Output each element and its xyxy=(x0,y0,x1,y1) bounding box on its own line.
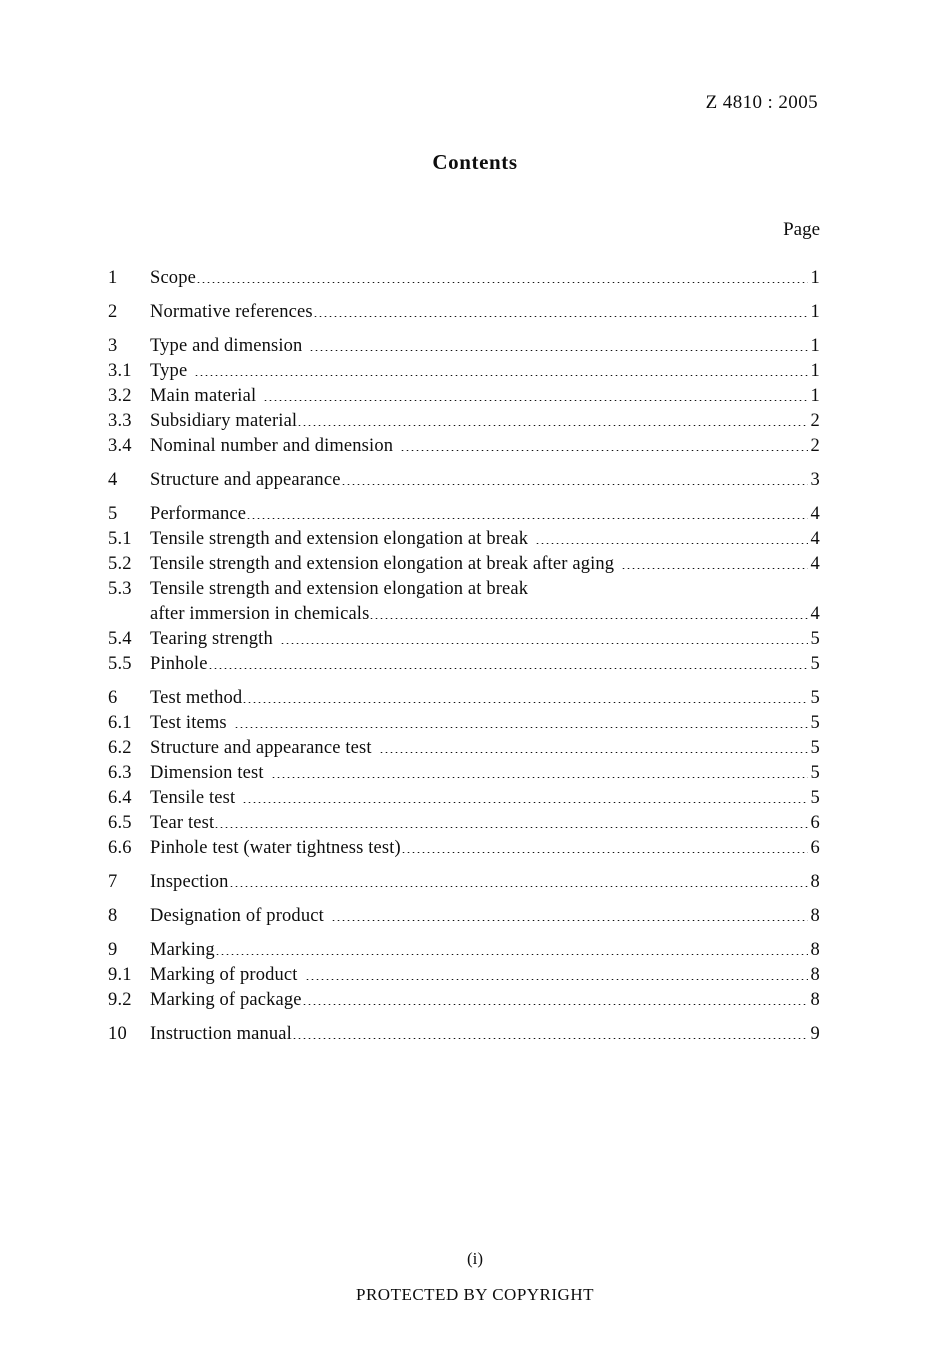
toc-entry[interactable] xyxy=(108,813,820,838)
toc-entry[interactable] xyxy=(108,713,820,738)
toc-entry-label: Structure and appearance test xyxy=(150,738,372,758)
toc-dot-leader xyxy=(297,425,807,426)
toc-entry-page-number: 5 xyxy=(810,713,820,733)
toc-entry-body xyxy=(150,1024,820,1045)
toc-entry-number: 3.1 xyxy=(108,361,132,381)
toc-entry-label: Type and dimension xyxy=(150,336,303,356)
toc-entry[interactable] xyxy=(108,554,820,579)
copyright-notice xyxy=(0,1285,950,1305)
toc-dot-leader xyxy=(246,518,807,519)
toc-dot-leader xyxy=(242,702,807,703)
toc-entry-number: 1 xyxy=(108,268,118,288)
toc-entry-label: Normative references xyxy=(150,302,313,322)
toc-entry[interactable] xyxy=(108,629,820,654)
toc-dot-leader xyxy=(535,543,807,544)
toc-entry-label: Tensile strength and extension elongation at break after aging xyxy=(150,554,615,574)
toc-entry-label: Subsidiary material xyxy=(150,411,298,431)
toc-entry[interactable] xyxy=(108,763,820,788)
toc-entry-body xyxy=(150,688,820,709)
toc-entry-number: 5.5 xyxy=(108,654,132,674)
toc-entry-label: Main material xyxy=(150,386,257,406)
toc-entry-page-number: 8 xyxy=(810,872,820,892)
toc-entry[interactable] xyxy=(108,470,820,495)
toc-dot-leader xyxy=(242,802,807,803)
toc-entry-label: Instruction manual xyxy=(150,1024,292,1044)
toc-entry-page-number: 4 xyxy=(810,604,820,624)
toc-entry-page-number: 4 xyxy=(810,554,820,574)
toc-entry-body xyxy=(150,529,820,550)
toc-entry[interactable] xyxy=(108,579,820,604)
toc-entry[interactable] xyxy=(108,361,820,386)
toc-entry-label: Pinhole xyxy=(150,654,208,674)
document-header xyxy=(0,92,818,114)
toc-entry-body xyxy=(150,268,820,289)
toc-entry-number: 5.1 xyxy=(108,529,132,549)
toc-entry-body xyxy=(150,554,820,575)
toc-entry-label: Tear test xyxy=(150,813,215,833)
toc-entry-label: Scope xyxy=(150,268,196,288)
toc-entry-body xyxy=(150,336,820,357)
toc-entry[interactable] xyxy=(108,688,820,713)
toc-entry[interactable] xyxy=(108,906,820,931)
toc-entry-number: 2 xyxy=(108,302,118,322)
toc-entry-number: 3.2 xyxy=(108,386,132,406)
toc-entry-body xyxy=(150,872,820,893)
toc-entry-body xyxy=(150,504,820,525)
toc-dot-leader xyxy=(234,727,808,728)
toc-entry-page-number: 6 xyxy=(810,838,820,858)
toc-entry[interactable] xyxy=(108,965,820,990)
toc-entry-number: 8 xyxy=(108,906,118,926)
toc-entry-body xyxy=(150,940,820,961)
toc-entry-label: Tensile test xyxy=(150,788,236,808)
toc-entry-body xyxy=(150,713,820,734)
toc-entry[interactable] xyxy=(108,529,820,554)
toc-entry-page-number: 5 xyxy=(810,738,820,758)
toc-entry[interactable] xyxy=(108,386,820,411)
toc-entry-number: 3.4 xyxy=(108,436,132,456)
toc-entry-body xyxy=(150,302,820,323)
toc-group xyxy=(108,336,820,461)
toc-entry-page-number: 5 xyxy=(810,788,820,808)
toc-entry-number: 6.6 xyxy=(108,838,132,858)
toc-entry-label: Test method xyxy=(150,688,243,708)
toc-entry-body xyxy=(150,470,820,491)
toc-entry[interactable] xyxy=(108,788,820,813)
toc-entry-number: 3.3 xyxy=(108,411,132,431)
toc-entry-page-number: 5 xyxy=(810,763,820,783)
toc-entry-body xyxy=(150,788,820,809)
toc-group xyxy=(108,872,820,897)
toc-dot-leader xyxy=(309,350,807,351)
toc-entry-page-number: 1 xyxy=(810,386,820,406)
toc-entry-page-number: 2 xyxy=(810,436,820,456)
toc-dot-leader xyxy=(305,979,808,980)
toc-entry-number: 6.3 xyxy=(108,763,132,783)
toc-entry-number: 6.5 xyxy=(108,813,132,833)
toc-dot-leader xyxy=(331,920,808,921)
toc-entry[interactable] xyxy=(108,872,820,897)
toc-entry-number: 5 xyxy=(108,504,118,524)
toc-entry-body xyxy=(150,411,820,432)
toc-entry-number: 4 xyxy=(108,470,118,490)
toc-entry-label: Marking of product xyxy=(150,965,298,985)
toc-entry-number: 5.4 xyxy=(108,629,132,649)
toc-entry-number: 10 xyxy=(108,1024,127,1044)
toc-entry-label: Marking xyxy=(150,940,215,960)
toc-entry-page-number: 8 xyxy=(810,990,820,1010)
toc-entry-page-number: 4 xyxy=(810,529,820,549)
standard-identifier: Z 4810 : 2005 xyxy=(705,92,818,113)
toc-entry-page-number: 5 xyxy=(810,688,820,708)
toc-group xyxy=(108,268,820,293)
toc-entry-page-number: 8 xyxy=(810,906,820,926)
toc-entry[interactable] xyxy=(108,604,820,629)
toc-entry-number: 9.2 xyxy=(108,990,132,1010)
toc-entry-page-number: 3 xyxy=(810,470,820,490)
toc-dot-leader xyxy=(208,668,808,669)
toc-entry-number: 6.4 xyxy=(108,788,132,808)
toc-entry-body xyxy=(150,654,820,675)
toc-group xyxy=(108,940,820,1015)
toc-dot-leader xyxy=(401,852,808,853)
toc-entry-body xyxy=(150,629,820,650)
toc-entry-page-number: 9 xyxy=(810,1024,820,1044)
toc-entry[interactable] xyxy=(108,436,820,461)
toc-entry-page-number: 1 xyxy=(810,302,820,322)
toc-entry-page-number: 4 xyxy=(810,504,820,524)
toc-entry-number: 5.3 xyxy=(108,579,132,599)
table-of-contents xyxy=(108,268,820,1049)
toc-entry-label: Designation of product xyxy=(150,906,324,926)
toc-entry-body xyxy=(150,813,820,834)
toc-entry-page-number: 5 xyxy=(810,654,820,674)
toc-dot-leader xyxy=(194,375,807,376)
toc-dot-leader xyxy=(292,1038,808,1039)
toc-entry[interactable] xyxy=(108,990,820,1015)
toc-entry[interactable] xyxy=(108,411,820,436)
copyright-text: PROTECTED BY COPYRIGHT xyxy=(356,1285,594,1304)
toc-dot-leader xyxy=(280,643,808,644)
toc-dot-leader xyxy=(196,282,808,283)
toc-dot-leader xyxy=(214,827,807,828)
toc-dot-leader xyxy=(341,484,808,485)
folio-text: (i) xyxy=(466,1249,484,1268)
toc-entry-label: Inspection xyxy=(150,872,229,892)
toc-entry-page-number: 8 xyxy=(810,940,820,960)
toc-entry-label: Test items xyxy=(150,713,227,733)
toc-entry-body xyxy=(150,604,820,625)
toc-entry[interactable] xyxy=(108,940,820,965)
page-title-text: Contents xyxy=(432,150,518,174)
toc-dot-leader xyxy=(215,954,808,955)
toc-entry-number: 6.1 xyxy=(108,713,132,733)
toc-entry-body xyxy=(150,906,820,927)
toc-entry-body xyxy=(150,436,820,457)
toc-dot-leader xyxy=(313,316,808,317)
toc-dot-leader xyxy=(400,450,807,451)
toc-dot-leader xyxy=(229,886,808,887)
toc-entry-number: 6.2 xyxy=(108,738,132,758)
toc-entry-label: Performance xyxy=(150,504,247,524)
toc-entry-label: Tensile strength and extension elongation at break xyxy=(150,529,529,549)
toc-entry[interactable] xyxy=(108,654,820,679)
page-column-header xyxy=(0,219,820,241)
toc-entry[interactable] xyxy=(108,738,820,763)
toc-entry-page-number: 1 xyxy=(810,336,820,356)
toc-entry[interactable] xyxy=(108,504,820,529)
toc-entry-body xyxy=(150,763,820,784)
toc-entry-label: Nominal number and dimension xyxy=(150,436,394,456)
toc-entry-page-number: 1 xyxy=(810,361,820,381)
toc-dot-leader xyxy=(379,752,808,753)
toc-entry-label: after immersion in chemicals xyxy=(150,604,370,624)
toc-entry-body xyxy=(150,361,820,382)
toc-entry-number: 5.2 xyxy=(108,554,132,574)
toc-entry-label: Marking of package xyxy=(150,990,302,1010)
toc-entry[interactable] xyxy=(108,838,820,863)
toc-entry-body xyxy=(150,990,820,1011)
toc-entry[interactable] xyxy=(108,1024,820,1049)
toc-entry-label: Dimension test xyxy=(150,763,264,783)
toc-entry-body xyxy=(150,838,820,859)
toc-entry-label: Type xyxy=(150,361,188,381)
toc-entry-body xyxy=(150,386,820,407)
toc-entry[interactable] xyxy=(108,336,820,361)
toc-entry-number: 9 xyxy=(108,940,118,960)
toc-entry-page-number: 1 xyxy=(810,268,820,288)
toc-entry[interactable] xyxy=(108,268,820,293)
toc-entry-number: 9.1 xyxy=(108,965,132,985)
folio xyxy=(0,1249,950,1269)
toc-entry[interactable] xyxy=(108,302,820,327)
toc-dot-leader xyxy=(263,400,807,401)
toc-entry-page-number: 2 xyxy=(810,411,820,431)
toc-dot-leader xyxy=(302,1004,808,1005)
toc-entry-body xyxy=(150,579,820,600)
toc-entry-body xyxy=(150,965,820,986)
toc-dot-leader xyxy=(369,618,807,619)
toc-group xyxy=(108,1024,820,1049)
toc-entry-page-number: 5 xyxy=(810,629,820,649)
toc-group xyxy=(108,470,820,495)
page-title xyxy=(0,150,950,175)
toc-entry-body xyxy=(150,738,820,759)
toc-group xyxy=(108,504,820,679)
toc-entry-label: Tensile strength and extension elongation at break xyxy=(150,579,529,599)
toc-dot-leader xyxy=(271,777,808,778)
toc-entry-number: 3 xyxy=(108,336,118,356)
toc-dot-leader xyxy=(621,568,807,569)
toc-group xyxy=(108,688,820,863)
toc-group xyxy=(108,302,820,327)
toc-entry-label: Structure and appearance xyxy=(150,470,341,490)
toc-entry-number: 6 xyxy=(108,688,118,708)
toc-entry-number: 7 xyxy=(108,872,118,892)
toc-entry-label: Tearing strength xyxy=(150,629,273,649)
toc-entry-page-number: 6 xyxy=(810,813,820,833)
page-column-label: Page xyxy=(783,219,820,240)
toc-group xyxy=(108,906,820,931)
toc-entry-label: Pinhole test (water tightness test) xyxy=(150,838,401,858)
toc-entry-page-number: 8 xyxy=(810,965,820,985)
